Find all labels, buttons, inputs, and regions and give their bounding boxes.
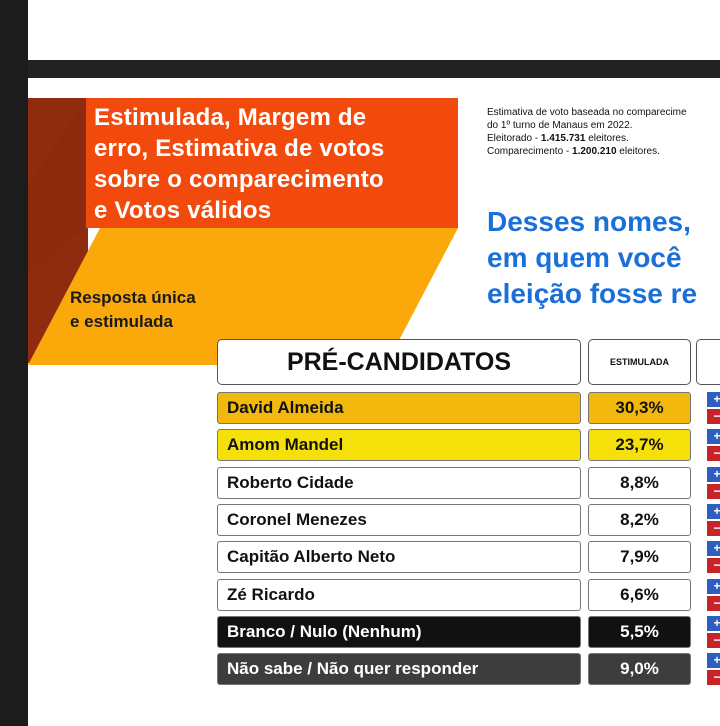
banner-title-line: sobre o comparecimento [94, 166, 384, 193]
banner-title [94, 102, 454, 226]
question-line: em quem você [487, 242, 682, 273]
plus-icon: + [707, 392, 720, 407]
minus-icon: − [707, 521, 720, 536]
note-line: Estimativa de voto baseada no comparecime [487, 107, 687, 118]
margin-of-error-indicator [707, 653, 720, 685]
infographic-page [28, 78, 720, 726]
banner-title-line: Estimulada, Margem de [94, 104, 367, 131]
margin-of-error-indicator [707, 504, 720, 536]
plus-icon: + [707, 429, 720, 444]
column-header-cut-off [696, 339, 720, 385]
banner-title-line: e Votos válidos [94, 197, 272, 224]
margin-of-error-indicator [707, 541, 720, 573]
turnout-value: 1.200.210 [572, 146, 617, 157]
candidate-percentage: 7,9% [588, 541, 691, 573]
candidate-name: Branco / Nulo (Nenhum) [217, 616, 581, 648]
candidate-name: Roberto Cidade [217, 467, 581, 499]
candidate-name: Zé Ricardo [217, 579, 581, 611]
candidate-name: Amom Mandel [217, 429, 581, 461]
question-line: eleição fosse re [487, 278, 698, 309]
dark-separator-strip [28, 60, 720, 78]
margin-of-error-indicator [707, 392, 720, 424]
note-unit: eleitores. [585, 133, 629, 144]
candidate-percentage: 8,8% [588, 467, 691, 499]
note-label: Comparecimento - [487, 146, 573, 157]
plus-icon: + [707, 616, 720, 631]
candidate-percentage: 9,0% [588, 653, 691, 685]
margin-of-error-indicator [707, 467, 720, 499]
note-line: do 1º turno de Manaus em 2022. [487, 120, 633, 131]
minus-icon: − [707, 633, 720, 648]
minus-icon: − [707, 409, 720, 424]
column-header-candidates: PRÉ-CANDIDATOS [217, 339, 581, 385]
note-line [487, 132, 687, 145]
margin-of-error-indicator [707, 429, 720, 461]
plus-icon: + [707, 541, 720, 556]
candidate-name: Coronel Menezes [217, 504, 581, 536]
candidate-percentage: 5,5% [588, 616, 691, 648]
plus-icon: + [707, 467, 720, 482]
candidate-name: Capitão Alberto Neto [217, 541, 581, 573]
banner-subtitle-line: e estimulada [70, 312, 173, 331]
methodology-note [487, 106, 687, 158]
margin-of-error-indicator [707, 616, 720, 648]
plus-icon: + [707, 653, 720, 668]
note-unit: eleitores. [616, 146, 660, 157]
margin-of-error-indicator [707, 579, 720, 611]
minus-icon: − [707, 558, 720, 573]
minus-icon: − [707, 596, 720, 611]
plus-icon: + [707, 579, 720, 594]
left-dark-bar [0, 0, 28, 726]
candidate-percentage: 6,6% [588, 579, 691, 611]
minus-icon: − [707, 484, 720, 499]
survey-question [487, 204, 697, 312]
minus-icon: − [707, 670, 720, 685]
candidate-name: David Almeida [217, 392, 581, 424]
banner-title-line: erro, Estimativa de votos [94, 135, 385, 162]
column-header-stimulated: ESTIMULADA [588, 339, 691, 385]
candidate-name: Não sabe / Não quer responder [217, 653, 581, 685]
banner-subtitle [70, 286, 196, 334]
question-line: Desses nomes, [487, 206, 691, 237]
electorate-value: 1.415.731 [540, 133, 586, 144]
candidate-percentage: 30,3% [588, 392, 691, 424]
candidate-percentage: 23,7% [588, 429, 691, 461]
top-white-panel [28, 0, 720, 60]
note-line [487, 145, 687, 158]
candidate-percentage: 8,2% [588, 504, 691, 536]
minus-icon: − [707, 446, 720, 461]
note-label: Eleitorado - [487, 133, 541, 144]
banner-subtitle-line: Resposta única [70, 288, 196, 307]
plus-icon: + [707, 504, 720, 519]
